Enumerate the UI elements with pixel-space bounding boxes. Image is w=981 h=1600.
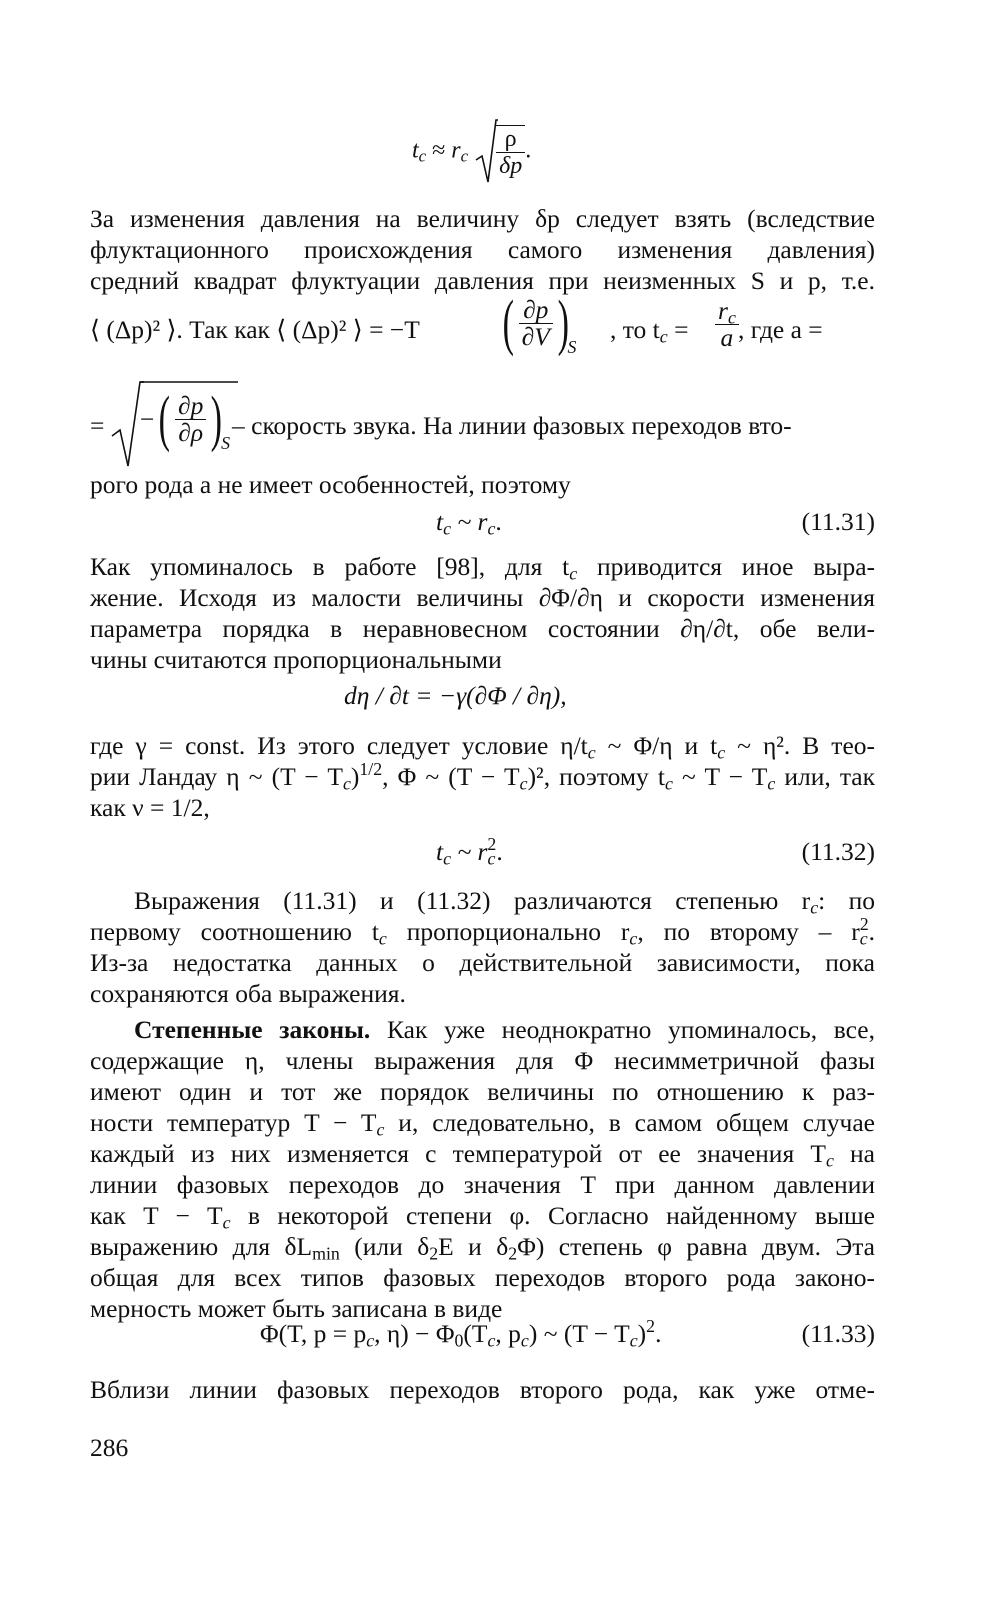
text-line: рого рода a не имеет особенностей, поэтому <box>90 470 571 499</box>
text-line: рии Ландау η ~ $(T - T_c)^{1/2}$, Φ ~ $(T - T_c)^2$, поэтому $t_c$ ~ $T - T_c$ или, так <box>90 759 876 794</box>
text-line-with-formula: ⟨ (Δp)² ⟩. Так как ⟨ (Δp)² ⟩ = −T ( $\frac{\partial p}{\partial V}$ )$_S$ , то $t_c$ = $\frac{r_c}{a}$ , где a = <box>90 289 823 358</box>
paragraph-4 <box>90 885 875 1009</box>
text-line: имеют один и тот же порядок величины по отношению к раз- <box>90 1077 875 1106</box>
text-line: Вблизи линии фазовых переходов второго рода, как уже отме- <box>90 1375 875 1404</box>
text-line: общая для всех типов фазовых переходов второго рода законо- <box>90 1263 875 1292</box>
equation-number: (11.32) <box>801 837 875 866</box>
section-heading: Степенные законы. <box>134 1015 371 1044</box>
text-line: чины считаются пропорциональными <box>90 645 502 674</box>
equation-11-31: $t_c$ ~ $r_c$. <box>436 507 502 539</box>
text-line: выражению для $\delta L_{min}$ (или $\delta_2E$ и $\delta_2\Phi$) степень φ равна двум. Эта <box>90 1232 875 1264</box>
paragraph-6 <box>90 1374 875 1405</box>
text-line: Степенные законы. Как уже неоднократно упоминалось, все, <box>134 1015 875 1044</box>
equation-number: (11.31) <box>801 507 875 536</box>
text-line: где γ = const. Из этого следует условие $\eta/t_c$ ~ Φ/η и $t_c$ ~ η². В тео- <box>90 731 875 763</box>
sqrt-overbar <box>142 380 238 384</box>
text-line: флуктационного происхождения самого изменения давления) <box>90 235 875 264</box>
equation-relaxation: dη / ∂t = −γ(∂Φ / ∂η), <box>344 681 567 710</box>
text-line: содержащие η, члены выражения для Φ несимметричной фазы <box>90 1046 875 1075</box>
text-line: как $T - T_c$ в некоторой степени φ. Согласно найденному выше <box>90 1201 875 1233</box>
text-line: сохраняются оба выражения. <box>90 979 406 1008</box>
paragraph-5 <box>90 1014 875 1324</box>
sqrt-sign: $\frac{\rho}{\delta p}$ <box>474 118 525 186</box>
text-line: жение. Исходя из малости величины ∂Φ/∂η и скорости изменения <box>90 583 875 612</box>
equation-11-33: Φ(T, $p = p_c$, $\eta) - \Phi_0(T_c$, $p_c$) ~ $(T - T_c)^2$. <box>260 1316 662 1351</box>
paragraph-3 <box>90 730 875 823</box>
text-line: первому соотношению $t_c$ пропорционально $r_c$, по второму – $r_c^2$. <box>90 914 875 949</box>
text-line-with-sqrt: = −( $\frac{\partial p}{\partial\rho}$ )$_S$ – скорость звука. На линии фазовых переходов вто- <box>90 380 875 470</box>
text-line: ности температур $T - T_c$ и, следовательно, в самом общем случае <box>90 1108 875 1140</box>
text-line: каждый из них изменяется с температурой от ее значения $T_c$ на <box>90 1139 875 1171</box>
sqrt-glyph-icon <box>474 118 498 186</box>
text-line: параметра порядка в неравновесном состоянии ∂η/∂t, обе вели- <box>90 614 875 643</box>
paragraph-2 <box>90 551 875 675</box>
paragraph-1-end <box>90 469 875 500</box>
equation-number: (11.33) <box>801 1319 875 1348</box>
equation-11-32: $t_c$ ~ $r_c^2$. <box>436 834 503 869</box>
text-line: линии фазовых переходов до значения T при данном давлении <box>90 1170 875 1199</box>
paragraph-1 <box>90 203 875 296</box>
book-page <box>90 0 875 1600</box>
text-line: мерность может быть записана в виде <box>90 1294 503 1323</box>
text-line: За изменения давления на величину δp следует взять (вследствие <box>90 204 875 233</box>
sqrt-glyph-icon <box>110 380 144 470</box>
text-line: Выражения (11.31) и (11.32) различаются степенью $r_c$: по <box>134 886 875 918</box>
page-number: 286 <box>90 1433 129 1462</box>
text-line: Как упоминалось в работе [98], для $t_c$ приводится иное выра- <box>90 552 875 584</box>
text-line: как ν = 1/2, <box>90 793 210 822</box>
text-line: средний квадрат флуктуации давления при неизменных S и p, т.е. <box>90 266 875 295</box>
formula-tc-sqrt: $t_c \approx r_c$ $\frac{\rho}{\delta p}$ . <box>412 118 531 186</box>
text-line: Из-за недостатка данных о действительной зависимости, пока <box>90 948 875 977</box>
